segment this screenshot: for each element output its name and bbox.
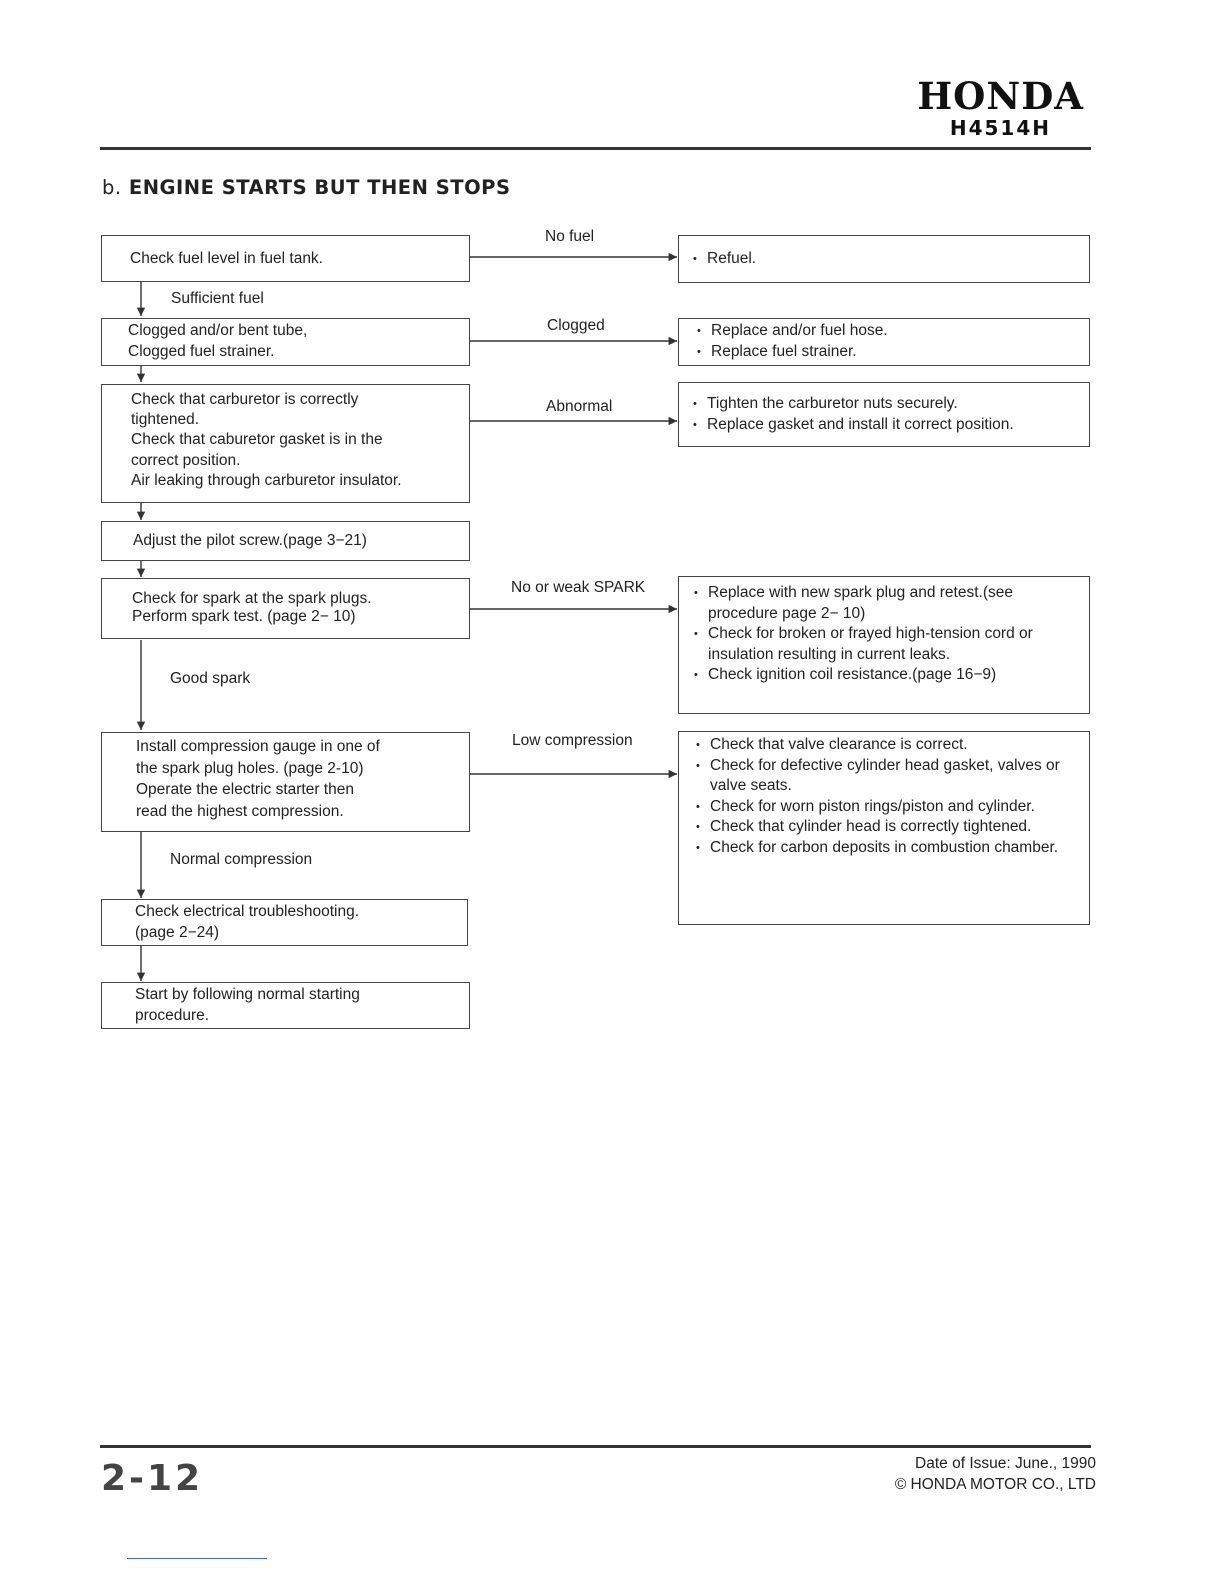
remedy-item: • Check that cylinder head is correctly tightened. (694, 817, 1077, 838)
copyright: © HONDA MOTOR CO., LTD (894, 1476, 1096, 1493)
step-line: Install compression gauge in one of (136, 738, 380, 755)
brand-logo: HONDA (917, 74, 1084, 118)
step-line: Check fuel level in fuel tank. (130, 250, 323, 267)
step-line: Perform spark test. (page 2− 10) (132, 608, 356, 625)
remedy-item: • Refuel. (691, 249, 1089, 270)
step-clogged-tube (101, 318, 470, 366)
remedy-item: • Replace with new spark plug and retest.(see procedure page 2− 10) (692, 583, 1077, 624)
remedy-item: • Replace fuel strainer. (695, 342, 1089, 363)
step-line: Check that carburetor is correctly (131, 391, 359, 408)
remedy-item: • Check for carbon deposits in combustion chamber. (694, 838, 1077, 859)
step-check-fuel-level (101, 235, 470, 282)
section-prefix: b. (102, 176, 122, 199)
step-line: Check for spark at the spark plugs. (132, 590, 372, 607)
remedy-item: • Check for worn piston rings/piston and cylinder. (694, 797, 1077, 818)
step-normal-starting (101, 982, 470, 1029)
remedy-refuel (678, 235, 1090, 283)
remedy-item: • Replace and/or fuel hose. (695, 321, 1089, 342)
step-spark-check (101, 578, 470, 639)
remedy-compression (678, 731, 1090, 925)
section-heading: ENGINE STARTS BUT THEN STOPS (128, 176, 511, 199)
step-line: Clogged fuel strainer. (128, 342, 275, 360)
step-line: read the highest compression. (136, 802, 344, 820)
remedy-item: • Replace gasket and install it correct position. (691, 415, 1089, 436)
step-line: Check electrical troubleshooting. (135, 903, 360, 920)
step-adjust-pilot-screw (101, 521, 470, 561)
remedy-item: • Check for defective cylinder head gasket, valves or valve seats. (694, 756, 1077, 797)
label-clogged: Clogged (547, 317, 605, 334)
step-line: Start by following normal starting (135, 986, 360, 1003)
remedy-clogged (678, 318, 1090, 366)
page-number: 2-12 (101, 1458, 204, 1499)
model-code: H4514H (949, 116, 1051, 140)
step-line: Adjust the pilot screw.(page 3−21) (133, 532, 367, 549)
step-line: tightened. (131, 411, 200, 429)
remedy-carburetor (678, 382, 1090, 447)
remedy-item: • Check that valve clearance is correct. (694, 735, 1077, 756)
remedy-spark (678, 576, 1090, 714)
step-line: Clogged and/or bent tube, (128, 322, 308, 339)
label-normal-compression: Normal compression (170, 851, 313, 868)
label-weak-spark: No or weak SPARK (511, 579, 646, 596)
step-line: procedure. (135, 1006, 210, 1024)
step-line: Operate the electric starter then (136, 781, 354, 798)
step-line: Check that caburetor gasket is in the (131, 431, 383, 449)
remedy-item: • Check ignition coil resistance.(page 16−9) (692, 665, 1077, 686)
label-good-spark: Good spark (170, 670, 251, 687)
step-line: Air leaking through carburetor insulator. (131, 471, 402, 489)
label-sufficient-fuel: Sufficient fuel (171, 290, 264, 307)
label-low-compression: Low compression (512, 732, 633, 749)
step-electrical-troubleshooting (101, 899, 468, 946)
label-no-fuel: No fuel (545, 228, 595, 245)
step-line: (page 2−24) (135, 923, 220, 941)
step-carburetor-check (101, 384, 470, 503)
label-abnormal: Abnormal (546, 398, 613, 415)
step-line: correct position. (131, 451, 241, 469)
remedy-item: • Tighten the carburetor nuts securely. (691, 394, 1089, 415)
remedy-item: • Check for broken or frayed high-tension cord or insulation resulting in current leaks. (692, 624, 1077, 665)
step-compression-test (101, 732, 470, 832)
link-underline (127, 1558, 267, 1559)
footer-rule (100, 1445, 1091, 1448)
step-line: the spark plug holes. (page 2-10) (136, 759, 364, 777)
issue-date: Date of Issue: June., 1990 (915, 1455, 1096, 1472)
